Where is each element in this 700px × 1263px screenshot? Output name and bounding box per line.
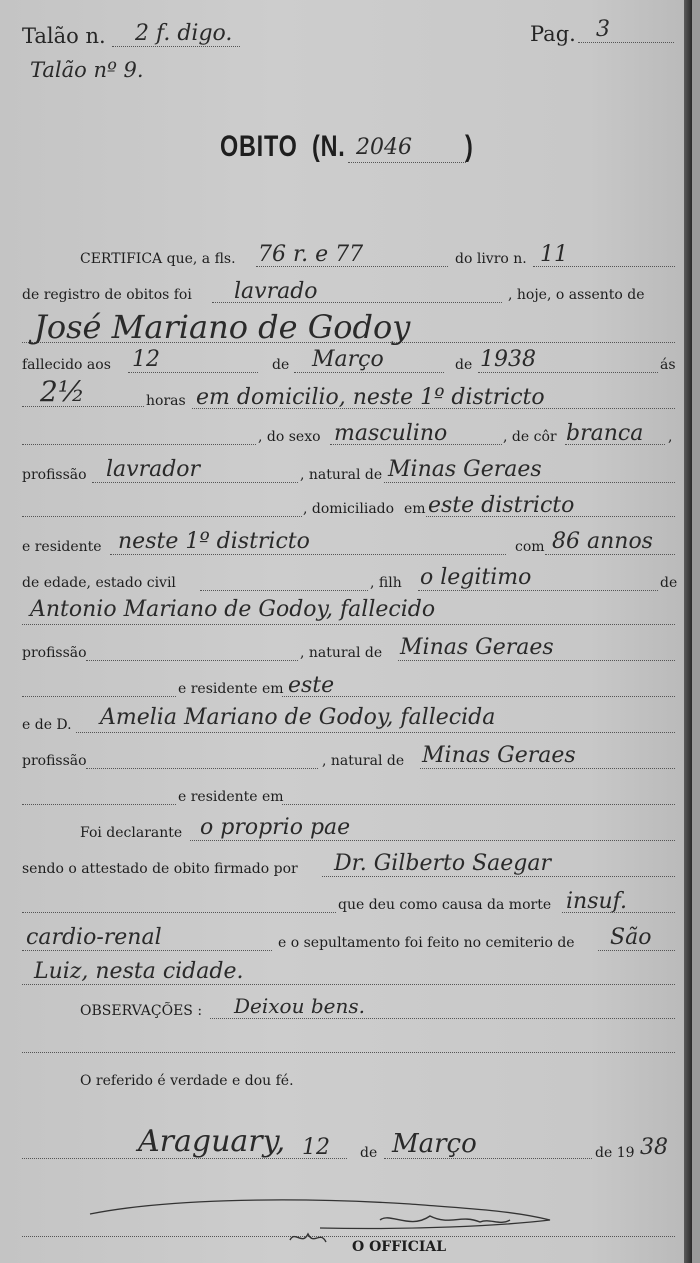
pai-line: [22, 624, 675, 625]
prof-mae-label: profissão: [22, 753, 87, 769]
cor-value: branca: [566, 421, 644, 446]
filho-value: o legitimo: [420, 565, 532, 590]
fls-value: 76 r. e 77: [258, 242, 364, 267]
dia-line: [128, 372, 258, 373]
natural-pai-value: Minas Geraes: [400, 635, 554, 660]
mes-value: Março: [312, 347, 384, 372]
mae-line: [76, 732, 675, 733]
natural-pai-line: [398, 660, 675, 661]
horas-value: 2½: [40, 375, 85, 408]
livro-value: 11: [540, 242, 568, 267]
registro-value: lavrado: [234, 279, 318, 304]
title-prefix: (N.: [312, 130, 346, 163]
blank-line-2: [22, 516, 302, 517]
sexo-value: masculino: [334, 421, 448, 446]
natural-label: , natural de: [300, 467, 383, 483]
declarante-line: [190, 840, 675, 841]
blank-line-5: [22, 912, 336, 913]
sig-dia: 12: [302, 1135, 330, 1160]
natural-mae-line: [420, 768, 675, 769]
profissao-label: profissão: [22, 467, 87, 483]
title-number-line: [348, 162, 466, 163]
certifica-text: CERTIFICA que, a fls.: [80, 251, 236, 267]
residente-pai-label: e residente em: [178, 681, 284, 697]
horas-label: horas: [146, 393, 186, 409]
filho-label: , filh: [370, 575, 402, 591]
prof-mae-line: [86, 768, 318, 769]
filho-line: [418, 590, 658, 591]
blank-line-1: [22, 444, 256, 445]
ano-value: 1938: [480, 347, 536, 372]
observacoes-value: Deixou bens.: [234, 994, 365, 1018]
talao-line: [112, 46, 240, 47]
signature: [80, 1190, 600, 1263]
blank-line-6: [22, 1052, 675, 1053]
causa-line-2: [22, 950, 272, 951]
sepultamento-label: e o sepultamento foi feito no cemiterio de: [278, 935, 575, 951]
residente-mae-label: e residente em: [178, 789, 284, 805]
sig-de2: de 19: [595, 1145, 635, 1161]
pag-value: 3: [596, 17, 610, 42]
talao-note: Talão nº 9.: [30, 58, 144, 82]
observacoes-label: OBSERVAÇÕES :: [80, 1003, 203, 1019]
local-value: em domicilio, neste 1º districto: [196, 385, 545, 410]
com-label: com: [515, 539, 545, 555]
official-label: O OFFICIAL: [352, 1239, 447, 1255]
hoje-text: , hoje, o assento de: [508, 287, 645, 303]
de-label: de: [660, 575, 678, 591]
pai-name: Antonio Mariano de Godoy, fallecido: [30, 597, 436, 622]
idade-value: 86 annos: [552, 529, 653, 554]
cemiterio-line-2: [22, 984, 675, 985]
natural-pai-label: , natural de: [300, 645, 383, 661]
title-label: OBITO: [220, 130, 298, 163]
sexo-label: , do sexo: [258, 429, 321, 445]
causa-value-2: cardio-renal: [26, 925, 162, 950]
residente-line: [110, 554, 506, 555]
domiciliado-label: , domiciliado: [303, 501, 395, 517]
cemiterio-value-2: Luiz, nesta cidade.: [34, 959, 244, 984]
sig-ano: 38: [640, 1135, 668, 1160]
deceased-name: José Mariano de Godoy: [34, 308, 411, 346]
attestado-label: sendo o attestado de obito firmado por: [22, 861, 298, 877]
estado-civil-line: [200, 590, 368, 591]
de2: de: [455, 357, 473, 373]
causa-value-1: insuf.: [566, 889, 628, 914]
observacoes-line: [210, 1018, 675, 1019]
residente-pai-value: este: [288, 673, 335, 698]
edade-label: de edade, estado civil: [22, 575, 176, 591]
talao-label: Talão n.: [22, 24, 106, 48]
pag-label: Pag.: [530, 22, 576, 46]
domiciliado-em: em: [404, 501, 426, 517]
blank-line-3: [22, 696, 176, 697]
residente-mae-line: [282, 804, 675, 805]
de1: de: [272, 357, 290, 373]
natural-value: Minas Geraes: [388, 457, 542, 482]
cemiterio-line-1: [598, 950, 675, 951]
fallecido-label: fallecido aos: [22, 357, 111, 373]
talao-value: 2 f. digo.: [135, 21, 233, 46]
sig-mes: Março: [392, 1129, 477, 1159]
mae-label: e de D.: [22, 717, 72, 733]
prof-pai-label: profissão: [22, 645, 87, 661]
cidade-value: Araguary,: [138, 1124, 286, 1159]
idade-line: [545, 554, 675, 555]
declarante-value: o proprio pae: [200, 815, 351, 840]
as-text: ás: [660, 357, 676, 373]
title-suffix: ): [465, 130, 474, 163]
verdade-text: O referido é verdade e dou fé.: [80, 1073, 294, 1089]
blank-line-4: [22, 804, 176, 805]
livro-label: do livro n.: [455, 251, 527, 267]
natural-line: [384, 482, 675, 483]
medico-value: Dr. Gilberto Saegar: [334, 851, 551, 876]
profissao-line: [92, 482, 298, 483]
mae-name: Amelia Mariano de Godoy, fallecida: [100, 705, 496, 730]
sig-de: de: [360, 1145, 378, 1161]
cor-label: , de côr: [503, 429, 557, 445]
residente-value: neste 1º districto: [118, 529, 310, 554]
title-number: 2046: [356, 135, 412, 160]
prof-pai-line: [86, 660, 298, 661]
medico-line: [322, 876, 675, 877]
natural-mae-value: Minas Geraes: [422, 743, 576, 768]
domiciliado-value: este districto: [428, 493, 575, 518]
ano-line: [478, 372, 658, 373]
page-edge: [684, 0, 692, 1263]
dia-value: 12: [132, 347, 160, 372]
registro-label: de registro de obitos foi: [22, 287, 192, 303]
natural-mae-label: , natural de: [322, 753, 405, 769]
profissao-value: lavrador: [106, 457, 201, 482]
cemiterio-value-1: São: [610, 925, 652, 950]
residente-pai-line: [282, 696, 675, 697]
pag-line: [578, 42, 674, 43]
cor-comma: ,: [668, 429, 673, 445]
declarante-label: Foi declarante: [80, 825, 183, 841]
mes-line: [294, 372, 444, 373]
residente-label: e residente: [22, 539, 102, 555]
causa-label: que deu como causa da morte: [338, 897, 552, 913]
